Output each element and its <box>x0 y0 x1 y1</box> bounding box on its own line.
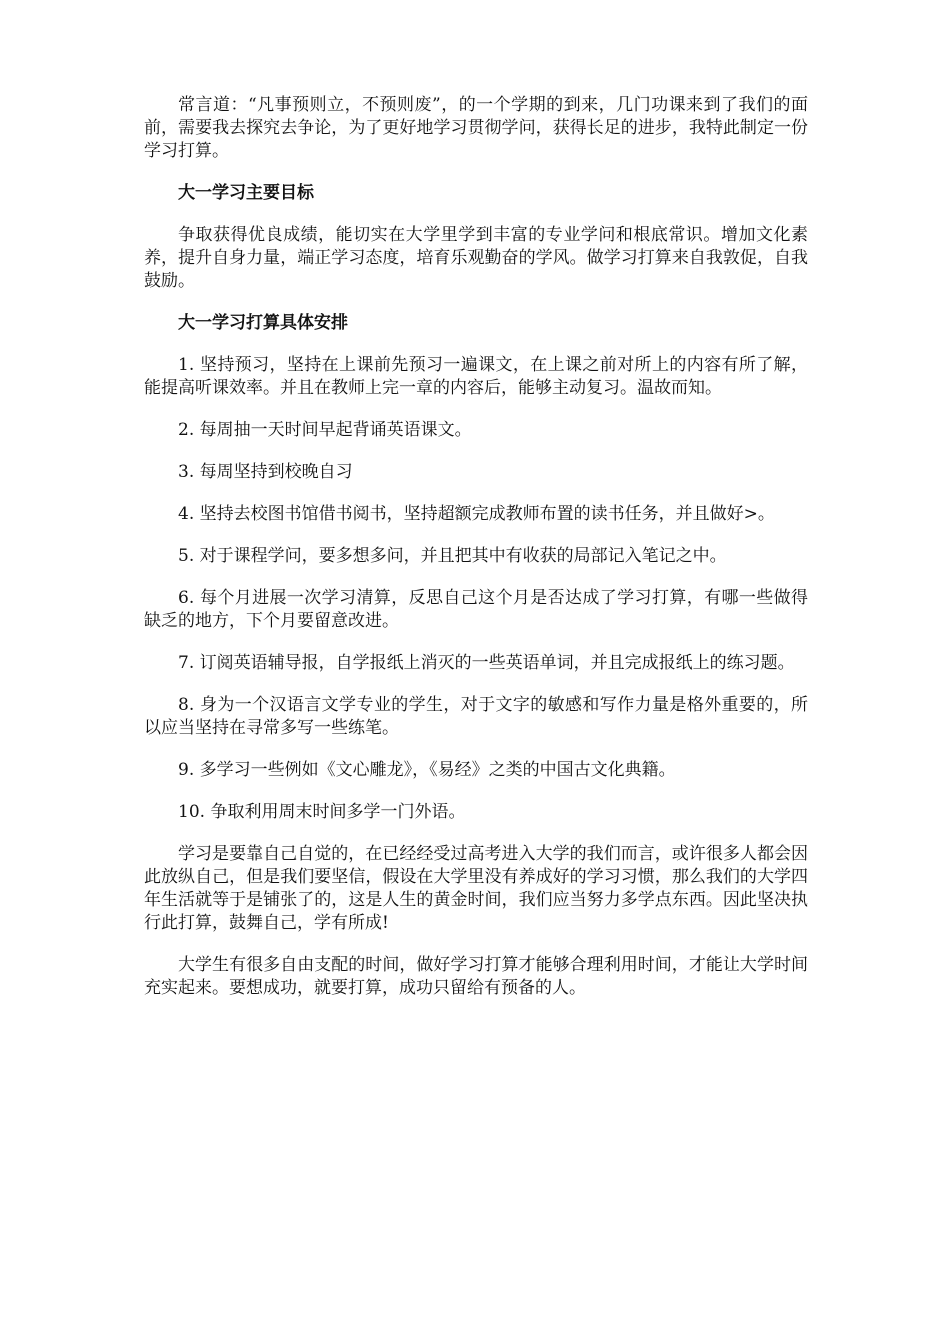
closing-paragraph-2: 大学生有很多自由支配的时间，做好学习打算才能够合理利用时间，才能让大学时间充实起来。要想成功，就要打算，成功只留给有预备的人。 <box>144 955 808 998</box>
section-heading-goals: 大一学习主要目标 <box>178 183 314 203</box>
section-heading-plan: 大一学习打算具体安排 <box>178 313 348 333</box>
plan-item-8: 8. 身为一个汉语言文学专业的学生，对于文字的敏感和写作力量是格外重要的，所以应当坚持在寻常多写一些练笔。 <box>144 695 808 738</box>
closing-paragraph-1: 学习是要靠自己自觉的，在已经经受过高考进入大学的我们而言，或许很多人都会因此放纵自己，但是我们要坚信，假设在大学里没有养成好的学习习惯，那么我们的大学四年生活就等于是铺张了的，这是人生的黄金时间，我们应当努力多学点东西。因此坚决执行此打算，鼓舞自己，学有所成! <box>144 844 808 933</box>
plan-item-4: 4. 坚持去校图书馆借书阅书，坚持超额完成教师布置的读书任务，并且做好>。 <box>178 504 775 524</box>
plan-item-3: 3. 每周坚持到校晚自习 <box>178 462 353 482</box>
goals-paragraph: 争取获得优良成绩，能切实在大学里学到丰富的专业学问和根底常识。增加文化素养，提升自身力量，端正学习态度，培育乐观勤奋的学风。做学习打算来自我敦促，自我鼓励。 <box>144 225 808 291</box>
intro-paragraph: 常言道：“凡事预则立，不预则废”，的一个学期的到来，几门功课来到了我们的面前，需要我去探究去争论，为了更好地学习贯彻学问，获得长足的进步，我特此制定一份学习打算。 <box>144 95 808 161</box>
plan-item-2: 2. 每周抽一天时间早起背诵英语课文。 <box>178 420 472 440</box>
plan-item-6: 6. 每个月进展一次学习清算，反思自己这个月是否达成了学习打算，有哪一些做得缺乏的地方，下个月要留意改进。 <box>144 588 808 631</box>
document-page <box>144 94 808 1019</box>
plan-item-5: 5. 对于课程学问，要多想多问，并且把其中有收获的局部记入笔记之中。 <box>178 546 727 566</box>
plan-item-10: 10. 争取利用周末时间多学一门外语。 <box>178 802 466 822</box>
plan-item-7: 7. 订阅英语辅导报，自学报纸上消灭的一些英语单词，并且完成报纸上的练习题。 <box>178 653 795 673</box>
plan-item-9: 9. 多学习一些例如《文心雕龙》，《易经》之类的中国古文化典籍。 <box>178 760 676 780</box>
plan-item-1: 1. 坚持预习，坚持在上课前先预习一遍课文，在上课之前对所上的内容有所了解，能提高听课效率。并且在教师上完一章的内容后，能够主动复习。温故而知。 <box>144 355 808 398</box>
